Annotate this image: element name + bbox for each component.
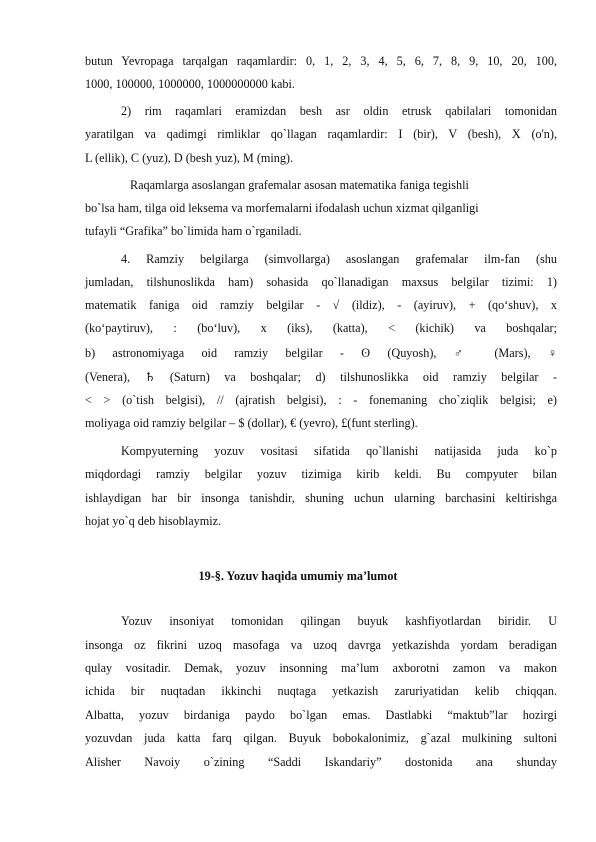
text-line: 4. Ramziy belgilarga (simvollarga) asoslangan grafemalar ilm-fan (shu xyxy=(121,252,557,266)
text-line: L (ellik), C (yuz), D (besh yuz), M (ming). xyxy=(85,151,294,165)
text-line: yozuvdan juda katta farq qilgan. Buyuk bobokalonimiz, g`azal mulkining sultoni xyxy=(85,731,557,745)
text-line: Yozuv insoniyat tomonidan qilingan buyuk kashfiyotlardan biridir. U xyxy=(121,614,557,628)
text-line: Kompyuterning yozuv vositasi sifatida qo`llanishi natijasida juda ko`p xyxy=(121,444,557,458)
text-line: ichida bir nuqtadan ikkinchi nuqtaga yetkazish zaruriyatidan kelib chiqqan. xyxy=(85,684,557,698)
text-line: < > (o`tish belgisi), // (ajratish belgisi), : - fonemaning cho`ziqlik belgisi; e) xyxy=(85,393,557,407)
text-line: butun Yevropaga tarqalgan raqamlardir: 0, 1, 2, 3, 4, 5, 6, 7, 8, 9, 10, 20, 100, xyxy=(85,54,557,68)
text-line: Albatta, yozuv birdaniga paydo bo`lgan emas. Dastlabki “maktub”lar hozirgi xyxy=(85,708,557,722)
text-line: Alisher Navoiy o`zining “Saddi Iskandariy” dostonida ana shunday xyxy=(85,755,557,769)
text-line: Raqamlarga asoslangan grafemalar asosan matematika faniga tegishli xyxy=(130,178,469,192)
text-line: jumladan, tilshunoslikda ham) sohasida qo`llanadigan maxsus belgilar tizimi: 1) xyxy=(85,275,557,289)
section-heading: 19-§. Yozuv haqida umumiy ma’lumot xyxy=(198,569,398,583)
text-line: miqdordagi ramziy belgilar yozuv tizimiga kirib keldi. Bu compyuter bilan xyxy=(85,467,557,481)
text-line: (Venera), ♄ (Saturn) va boshqalar; d) tilshunoslikka oid ramziy belgilar - xyxy=(85,370,557,384)
text-line: moliyaga oid ramziy belgilar – $ (dollar), € (yevro), £(funt sterling). xyxy=(85,416,418,430)
text-line: b) astronomiyaga oid ramziy belgilar - ʘ (Quyosh), ♂ (Mars), ♀ xyxy=(85,346,557,360)
text-line: (ko‘paytiruv), : (bo‘luv), x (iks), (katta), < (kichik) va boshqalar; xyxy=(85,321,557,335)
text-line: 2) rim raqamlari eramizdan besh asr oldin etrusk qabilalari tomonidan xyxy=(121,104,557,118)
text-line: insonga oz fikrini uzoq masofaga va uzoq davrga yetkazishda yordam beradigan xyxy=(85,638,557,652)
text-line: ishlaydigan har bir insonga tanishdir, shuning uchun ularning barchasini keltirishga xyxy=(85,491,557,505)
text-line: tufayli “Grafika” bo`limida ham o`rganiladi. xyxy=(85,224,302,238)
text-line: qulay vositadir. Demak, yozuv insonning ma’lum axborotni zamon va makon xyxy=(85,661,557,675)
text-line: matematik faniga oid ramziy belgilar - √ (ildiz), - (ayiruv), + (qo‘shuv), x xyxy=(85,298,557,312)
text-line: bo`lsa ham, tilga oid leksema va morfemalarni ifodalash uchun xizmat qilganligi xyxy=(85,201,479,215)
text-line: hojat yo`q deb hisoblaymiz. xyxy=(85,514,222,528)
text-line: yaratilgan va qadimgi rimliklar qo`llagan raqamlardir: I (bir), V (besh), X (o'n), xyxy=(85,127,557,141)
text-line: 1000, 100000, 1000000, 1000000000 kabi. xyxy=(85,77,295,91)
